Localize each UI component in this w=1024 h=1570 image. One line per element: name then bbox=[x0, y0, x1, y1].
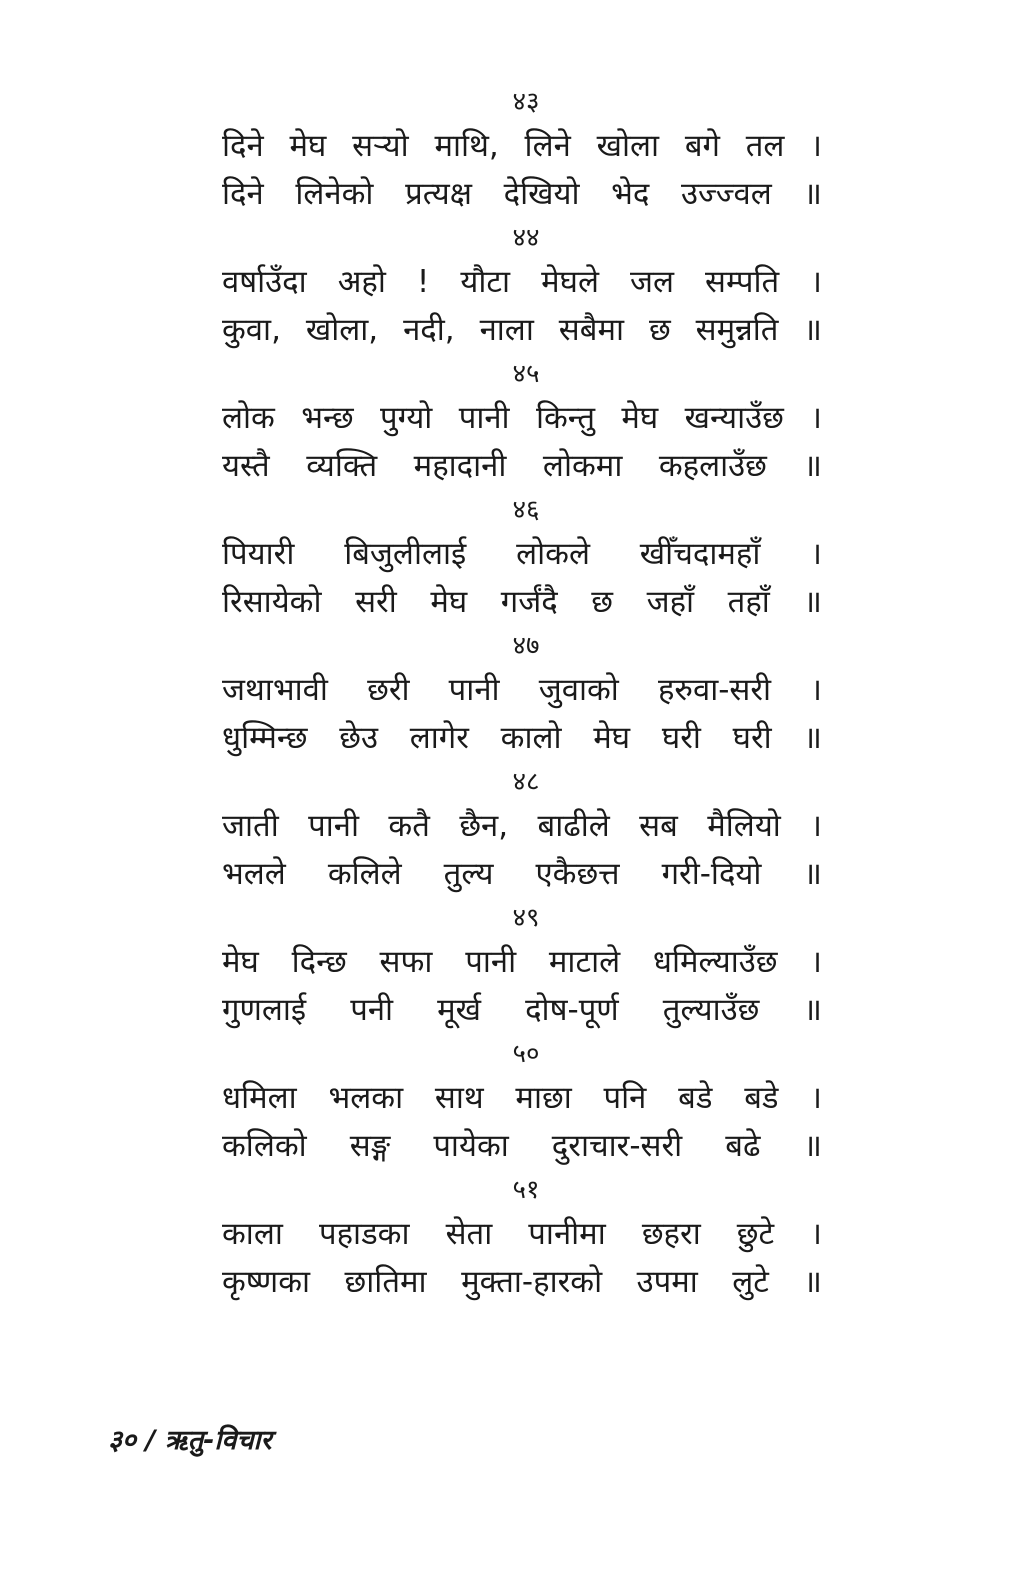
stanza bbox=[222, 82, 822, 218]
stanza-number: ५१ bbox=[512, 1175, 540, 1205]
book-title: ऋतु-विचार bbox=[164, 1425, 272, 1456]
stanza-number: ४८ bbox=[512, 767, 540, 797]
verse-line: यस्तै व्यक्ति महादानी लोकमा कहलाउँछ ॥ bbox=[222, 448, 822, 484]
verse-line: पियारी बिजुलीलाई लोकले खीँचदामहाँ । bbox=[222, 536, 822, 572]
poem-body bbox=[222, 82, 822, 1306]
stanza bbox=[222, 218, 822, 354]
stanza-number: ५० bbox=[512, 1039, 540, 1069]
stanza bbox=[222, 1170, 822, 1306]
verse-line: दिने मेघ सऱ्यो माथि, लिने खोला बगे तल । bbox=[222, 128, 822, 164]
verse-line: कृष्णका छातिमा मुक्ता-हारको उपमा लुटे ॥ bbox=[222, 1264, 822, 1300]
verse-line: कलिको सङ्ग पायेका दुराचार-सरी बढे ॥ bbox=[222, 1128, 822, 1164]
stanza bbox=[222, 898, 822, 1034]
page-number: ३० bbox=[108, 1425, 137, 1456]
stanza bbox=[222, 354, 822, 490]
verse-line: धमिला भलका साथ माछा पनि बडे बडे । bbox=[222, 1080, 822, 1116]
verse-line: लोक भन्छ पुग्यो पानी किन्तु मेघ खन्याउँछ । bbox=[222, 400, 822, 436]
footer-separator: / bbox=[145, 1425, 156, 1456]
verse-line: काला पहाडका सेता पानीमा छहरा छुटे । bbox=[222, 1216, 822, 1252]
verse-line: जाती पानी कतै छैन, बाढीले सब मैलियो । bbox=[222, 808, 822, 844]
verse-line: कुवा, खोला, नदी, नाला सबैमा छ समुन्नति ॥ bbox=[222, 312, 822, 348]
page-footer bbox=[108, 1420, 272, 1457]
stanza-number: ४५ bbox=[512, 359, 540, 389]
stanza-number: ४९ bbox=[512, 903, 540, 933]
verse-line: गुणलाई पनी मूर्ख दोष-पूर्ण तुल्याउँछ ॥ bbox=[222, 992, 822, 1028]
stanza bbox=[222, 626, 822, 762]
stanza-number: ४३ bbox=[512, 87, 540, 117]
verse-line: दिने लिनेको प्रत्यक्ष देखियो भेद उज्ज्वल ॥ bbox=[222, 176, 822, 212]
verse-line: मेघ दिन्छ सफा पानी माटाले धमिल्याउँछ । bbox=[222, 944, 822, 980]
verse-line: धुम्मिन्छ छेउ लागेर कालो मेघ घरी घरी ॥ bbox=[222, 720, 822, 756]
verse-line: भलले कलिले तुल्य एकैछत्त गरी-दियो ॥ bbox=[222, 856, 822, 892]
stanza bbox=[222, 1034, 822, 1170]
stanza-number: ४६ bbox=[512, 495, 540, 525]
verse-line: रिसायेको सरी मेघ गर्जंदै छ जहाँ तहाँ ॥ bbox=[222, 584, 822, 620]
stanza-number: ४७ bbox=[512, 631, 540, 661]
stanza bbox=[222, 762, 822, 898]
stanza bbox=[222, 490, 822, 626]
stanza-number: ४४ bbox=[512, 223, 540, 253]
verse-line: वर्षाउँदा अहो ! यौटा मेघले जल सम्पति । bbox=[222, 264, 822, 300]
verse-line: जथाभावी छरी पानी जुवाको हरुवा-सरी । bbox=[222, 672, 822, 708]
